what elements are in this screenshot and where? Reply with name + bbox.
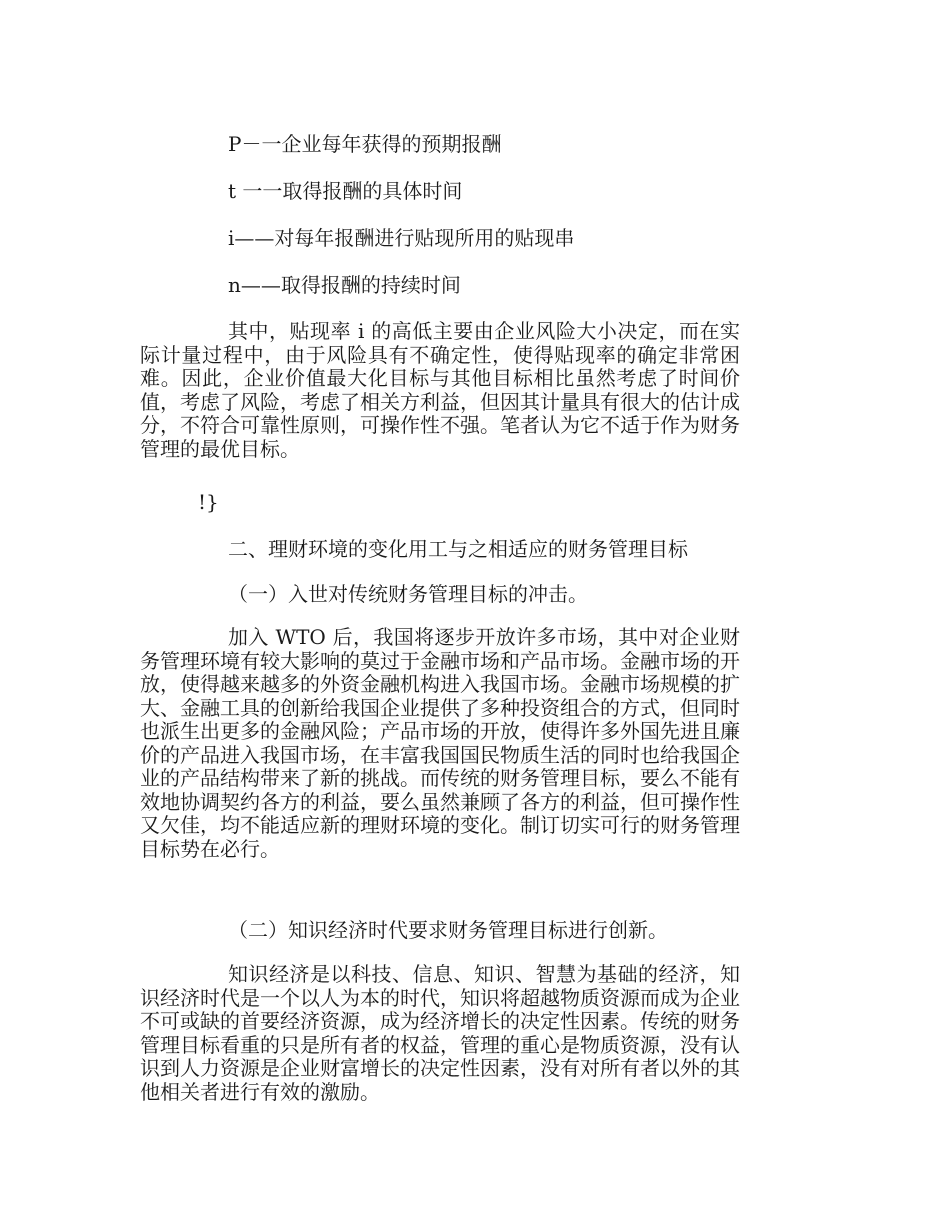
subheading-wto: （一）入世对传统财务管理目标的冲击。 xyxy=(228,582,588,606)
subheading-knowledge-economy: （二）知识经济时代要求财务管理目标进行创新。 xyxy=(228,918,668,942)
definition-n: n——取得报酬的持续时间 xyxy=(228,273,461,297)
definition-i: i——对每年报酬进行贴现所用的贴现串 xyxy=(228,226,575,250)
paragraph-knowledge-economy: 知识经济是以科技、信息、知识、智慧为基础的经济，知识经济时代是一个以人为本的时代，知识将超越物质资源而成为企业不可或缺的首要经济资源，成为经济增长的决定性因素。传统的财务管理目标看重的只是所有者的权益，管理的重心是物质资源，没有认识到人力资源是企业财富增长的决定性因素，没有对所有者以外的其他相关者进行有效的激励。 xyxy=(140,962,740,1104)
definition-t: t 一一取得报酬的具体时间 xyxy=(228,179,463,203)
section-heading: 二、理财环境的变化用工与之相适应的财务管理目标 xyxy=(228,537,688,561)
definition-p: P－一企业每年获得的预期报酬 xyxy=(228,132,502,156)
paragraph-wto: 加入 WTO 后，我国将逐步开放许多市场，其中对企业财务管理环境有较大影响的莫过于金融市场和产品市场。金融市场的开放，使得越来越多的外资金融机构进入我国市场。金融市场规模的扩大、金融工具的创新给我国企业提供了多种投资组合的方式，但同时也派生出更多的金融风险；产品市场的开放，使得许多外国先进且廉价的产品进入我国市场，在丰富我国国民物质生活的同时也给我国企业的产品结构带来了新的挑战。而传统的财务管理目标，要么不能有效地协调契约各方的利益，要么虽然兼顾了各方的利益，但可操作性又欠佳，均不能适应新的理财环境的变化。制订切实可行的财务管理目标势在必行。 xyxy=(140,625,740,861)
paragraph-discount-rate: 其中，贴现率 i 的高低主要由企业风险大小决定，而在实际计量过程中，由于风险具有不确定性，使得贴现率的确定非常困难。因此，企业价值最大化目标与其他目标相比虽然考虑了时间价值，考虑了风险，考虑了相关方利益，但因其计量具有很大的估计成分，不符合可靠性原则，可操作性不强。笔者认为它不适于作为财务管理的最优目标。 xyxy=(140,319,740,461)
stray-mark: !} xyxy=(198,490,219,514)
